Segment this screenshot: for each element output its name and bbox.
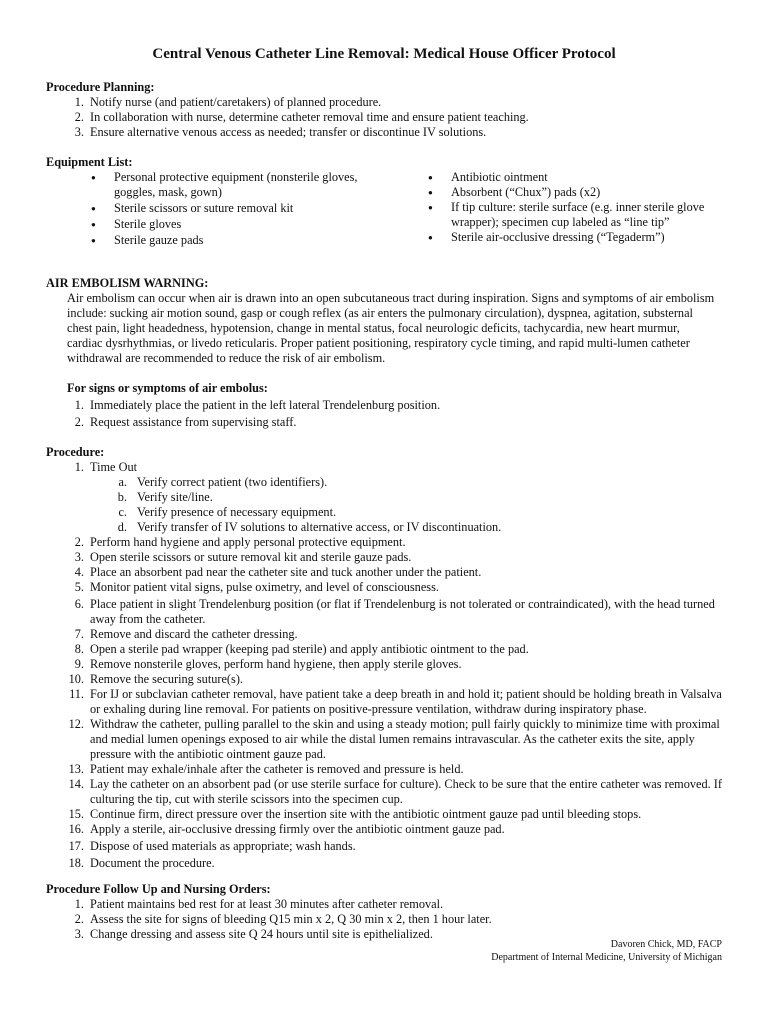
- planning-list: [46, 95, 726, 140]
- warning-heading: AIR EMBOLISM WARNING:: [46, 276, 209, 290]
- list-item: 2 . In collaboration with nurse, determine catheter removal time and ensure patient teaching.: [46, 110, 726, 125]
- list-item: c . Verify presence of necessary equipment.: [46, 505, 726, 520]
- list-item: 10 . Remove the securing suture(s).: [46, 672, 726, 687]
- department-name: Department of Internal Medicine, University of Michigan: [491, 952, 722, 963]
- list-item: 3 . Change dressing and assess site Q 24 hours until site is epithelialized.: [46, 927, 726, 942]
- list-item: 5 . Monitor patient vital signs, pulse oximetry, and level of consciousness.: [46, 580, 726, 595]
- list-item: ● Personal protective equipment (nonsterile gloves, goggles, mask, gown): [91, 170, 381, 200]
- signs-heading: For signs or symptoms of air embolus:: [67, 381, 268, 395]
- list-item: ● Sterile scissors or suture removal kit: [91, 201, 381, 216]
- list-item: 7 . Remove and discard the catheter dressing.: [46, 627, 726, 642]
- list-item: 3 . Ensure alternative venous access as needed; transfer or discontinue IV solutions.: [46, 125, 726, 140]
- list-item: 4 . Place an absorbent pad near the catheter site and tuck another under the patient.: [46, 565, 726, 580]
- list-item: 9 . Remove nonsterile gloves, perform hand hygiene, then apply sterile gloves.: [46, 657, 726, 672]
- list-item: b . Verify site/line.: [46, 490, 726, 505]
- list-item: ● Antibiotic ointment: [428, 170, 738, 185]
- document-title: Central Venous Catheter Line Removal: Medical House Officer Protocol: [152, 46, 616, 62]
- list-item: 11 . For IJ or subclavian catheter removal, have patient take a deep breath in and hold it; patient should be holding breath in Valsalva or exhaling during line removal. For patients on positive-pressure ventilation, withdraw during inspiratory phase.: [46, 687, 726, 717]
- list-item: ● If tip culture: sterile surface (e.g. inner sterile glove wrapper); specimen cup labeled as “line tip”: [428, 200, 738, 230]
- list-item: 14 . Lay the catheter on an absorbent pad (or use sterile surface for culture). Check to be sure that the entire catheter was removed. If culturing the tip, cut with sterile scissors into the specimen cup.: [46, 777, 726, 807]
- signature-block: [491, 938, 722, 964]
- list-item: ● Sterile gauze pads: [91, 233, 381, 248]
- equipment-list-left: [91, 170, 381, 248]
- procedure-steps: [46, 460, 726, 475]
- list-item: 17 . Dispose of used materials as appropriate; wash hands.: [46, 839, 726, 854]
- list-item: 6 . Place patient in slight Trendelenburg position (or flat if Trendelenburg is not tolerated or contraindicated), with the head turned away from the catheter.: [46, 597, 726, 627]
- followup-heading: Procedure Follow Up and Nursing Orders:: [46, 882, 271, 896]
- procedure-heading: Procedure:: [46, 445, 105, 459]
- followup-list: [46, 897, 726, 942]
- list-item: 2 . Perform hand hygiene and apply personal protective equipment.: [46, 535, 726, 550]
- list-item: d . Verify transfer of IV solutions to alternative access, or IV discontinuation.: [46, 520, 726, 535]
- list-item: 2 . Request assistance from supervising staff.: [46, 415, 726, 430]
- list-item: 1 . Patient maintains bed rest for at least 30 minutes after catheter removal.: [46, 897, 726, 912]
- list-item: 12 . Withdraw the catheter, pulling parallel to the skin and using a steady motion; pull fairly quickly to minimize time with proximal and medial lumen openings exposed to air while the distal lumen remains intravascular. As the catheter exits the site, apply pressure with the antibiotic ointment gauze pad.: [46, 717, 726, 762]
- timeout-sublist: [46, 475, 726, 535]
- list-item: 13 . Patient may exhale/inhale after the catheter is removed and pressure is held.: [46, 762, 726, 777]
- list-item: ● Absorbent (“Chux”) pads (x2): [428, 185, 738, 200]
- list-item: ● Sterile air-occlusive dressing (“Tegaderm”): [428, 230, 738, 245]
- signs-list: [46, 398, 726, 430]
- equipment-heading: Equipment List:: [46, 155, 133, 169]
- list-item: 8 . Open a sterile pad wrapper (keeping pad sterile) and apply antibiotic ointment to the pad.: [46, 642, 726, 657]
- list-item: 2 . Assess the site for signs of bleeding Q15 min x 2, Q 30 min x 2, then 1 hour later.: [46, 912, 726, 927]
- planning-heading: Procedure Planning:: [46, 80, 155, 94]
- list-item: 1 . Notify nurse (and patient/caretakers) of planned procedure.: [46, 95, 726, 110]
- procedure-steps-continued: [46, 535, 726, 871]
- list-item: a . Verify correct patient (two identifiers).: [46, 475, 726, 490]
- list-item: 18 . Document the procedure.: [46, 856, 726, 871]
- list-item: 1 . Immediately place the patient in the left lateral Trendelenburg position.: [46, 398, 726, 413]
- list-item: 16 . Apply a sterile, air-occlusive dressing firmly over the antibiotic ointment gauze pad.: [46, 822, 726, 837]
- list-item: ● Sterile gloves: [91, 217, 381, 232]
- warning-text: Air embolism can occur when air is drawn into an open subcutaneous tract during inspiration. Signs and symptoms of air embolism include: sucking air motion sound, gasp or cough reflex (as air enters the pulmonary circulation), dyspnea, agitation, substernal chest pain, light headedness, hypotension, change in mental status, focal neurologic deficits, tachycardia, new heart murmur, cardiac dysrhythmias, or livedo reticularis. Proper patient positioning, respiratory cycle timing, and rapid multi-lumen catheter withdrawal are recommended to reduce the risk of air embolism.: [67, 291, 715, 365]
- list-item: 15 . Continue firm, direct pressure over the insertion site with the antibiotic ointment gauze pad until bleeding stops.: [46, 807, 726, 822]
- list-item: 1 . Time Out: [46, 460, 726, 475]
- list-item: 3 . Open sterile scissors or suture removal kit and sterile gauze pads.: [46, 550, 726, 565]
- author-name: Davoren Chick, MD, FACP: [610, 939, 722, 950]
- equipment-list-right: [428, 170, 738, 245]
